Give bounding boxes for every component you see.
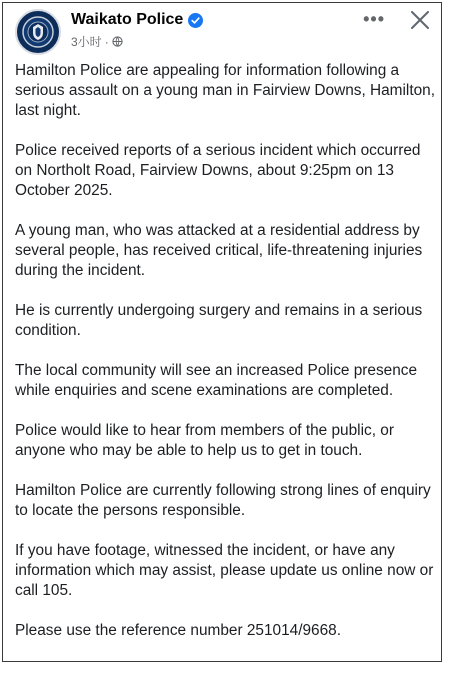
police-badge-icon[interactable] xyxy=(15,9,61,55)
post-paragraph: A young man, who was attacked at a residential address by several people, has received critical, life-threatening injuries during the incident. xyxy=(15,222,423,279)
post-body xyxy=(15,61,435,661)
more-options-icon[interactable]: ••• xyxy=(363,9,385,29)
post-paragraph: Police would like to hear from members of the public, or anyone who may be able to help us to get in touch. xyxy=(15,422,394,459)
post-paragraph: Hamilton Police are currently following strong lines of enquiry to locate the persons responsible. xyxy=(15,482,431,519)
close-icon[interactable] xyxy=(409,9,431,31)
post-paragraph: Police received reports of a serious incident which occurred on Northolt Road, Fairview Downs, about 9:25pm on 13 October 2025. xyxy=(15,142,421,199)
post-card xyxy=(2,2,442,662)
page-name[interactable] xyxy=(71,11,203,29)
page-name-text[interactable]: Waikato Police xyxy=(71,11,184,28)
post-meta xyxy=(71,33,123,50)
post-header xyxy=(15,9,433,53)
post-paragraph: He is currently undergoing surgery and remains in a serious condition. xyxy=(15,302,423,339)
meta-separator: · xyxy=(104,34,109,49)
post-paragraph: The local community will see an increased Police presence while enquiries and scene examinations are completed. xyxy=(15,362,418,399)
post-paragraph: If you have footage, witnessed the incident, or have any information which may assist, please update us online now or call 105. xyxy=(15,542,434,599)
post-paragraph: Hamilton Police are appealing for information following a serious assault on a young man in Fairview Downs, Hamilton, last night. xyxy=(15,62,436,119)
post-paragraph: Please use the reference number 251014/9668. xyxy=(15,622,341,639)
post-time[interactable]: 3小时 xyxy=(71,35,102,49)
verified-badge-icon xyxy=(188,13,203,28)
globe-icon xyxy=(112,36,123,47)
